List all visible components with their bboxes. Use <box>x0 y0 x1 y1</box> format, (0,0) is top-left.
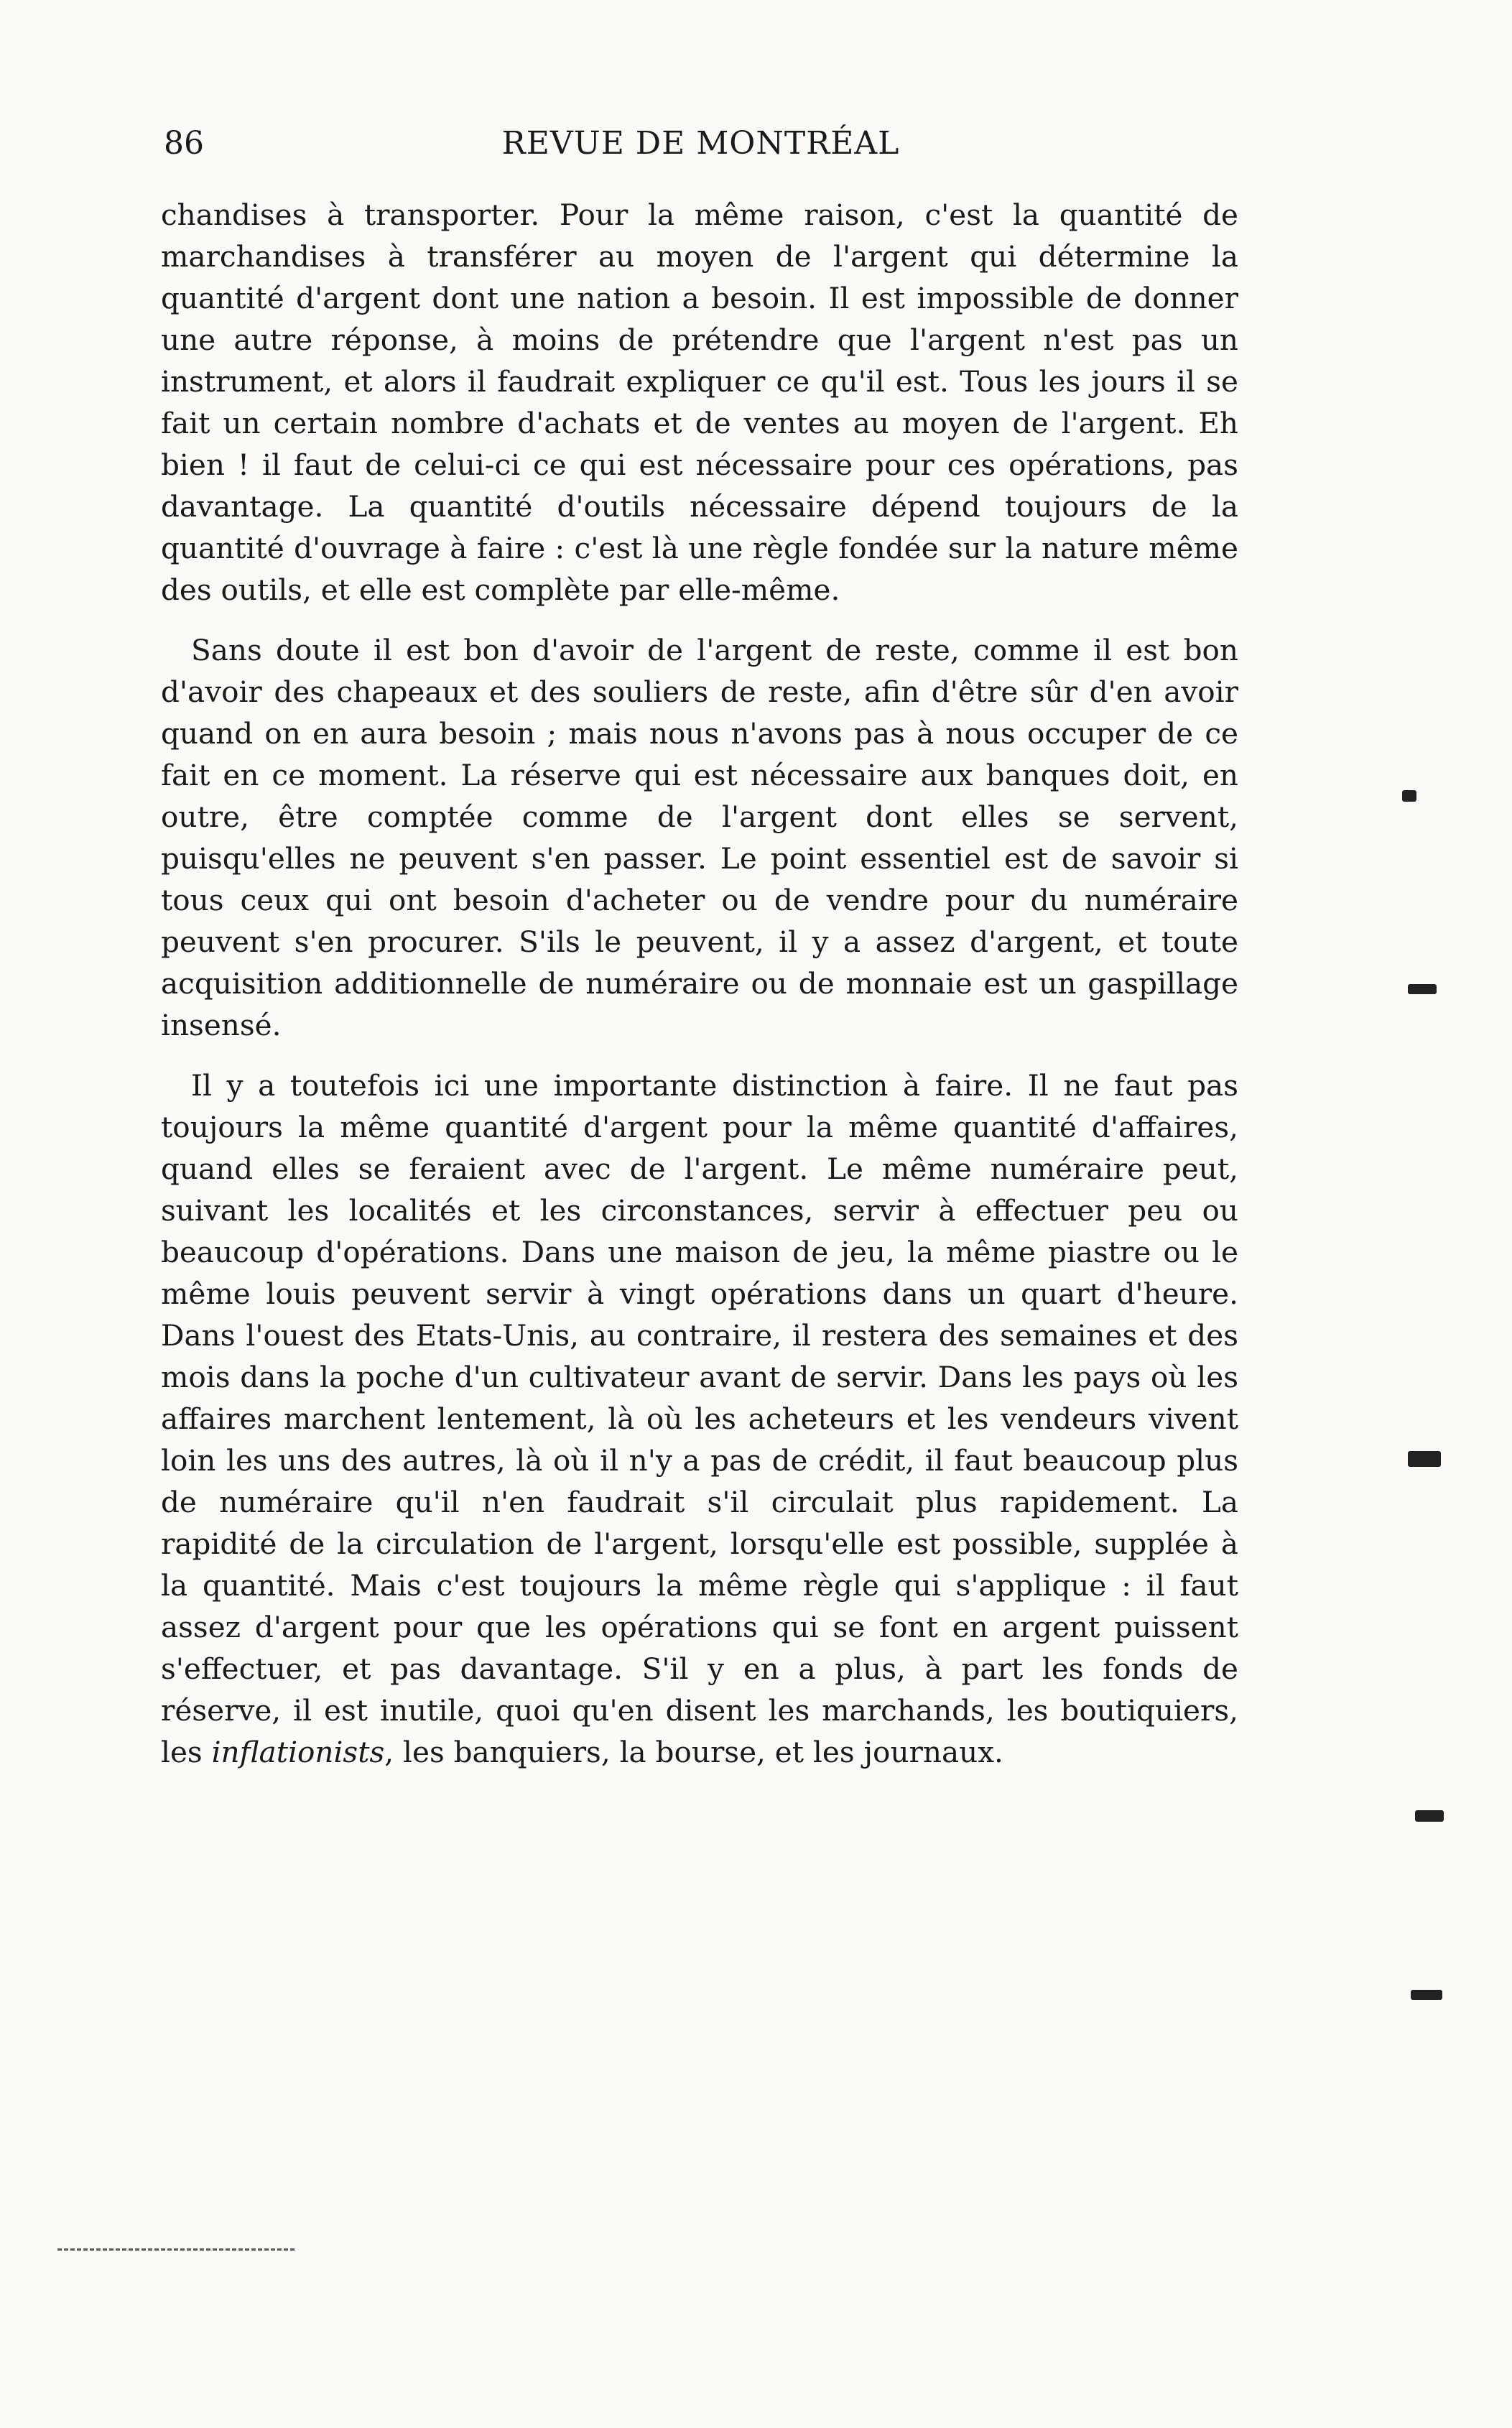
bottom-dashed-rule <box>57 2248 294 2253</box>
running-head: REVUE DE MONTRÉAL <box>501 125 900 162</box>
italic-term: inflationists <box>211 1735 385 1769</box>
bleed-blob-5 <box>1411 1990 1442 2000</box>
body-text <box>161 194 1238 1792</box>
bleed-blob-2 <box>1408 984 1437 994</box>
paragraph-2: Sans doute il est bon d'avoir de l'argent de reste, comme il est bon d'avoir des chapeaux et des souliers de reste, afin d'être sûr d'en avoir quand on en aura besoin ; mais nous n'avons pas à nous occuper de ce fait en ce moment. La réserve qui est nécessaire aux banques doit, en outre, être comptée comme de l'argent dont elles se servent, puisqu'elles ne peuvent s'en passer. Le point essentiel est de savoir si tous ceux qui ont besoin d'acheter ou de vendre pour du numéraire peuvent s'en procurer. S'ils le peuvent, il y a assez d'argent, et toute acquisition additionnelle de numéraire ou de monnaie est un gaspillage insensé. <box>161 633 1238 1042</box>
paragraph-1: chandises à transporter. Pour la même raison, c'est la quantité de marchandises à transférer au moyen de l'argent qui détermine la quantité d'argent dont une nation a besoin. Il est impossible de donner une autre réponse, à moins de prétendre que l'argent n'est pas un instrument, et alors il faudrait expliquer ce qu'il est. Tous les jours il se fait un certain nombre d'achats et de ventes au moyen de l'argent. Eh bien ! il faut de celui-ci ce qui est nécessaire pour ces opérations, pas davantage. La quantité d'outils nécessaire dépend toujours de la quantité d'ouvrage à faire : c'est là une règle fondée sur la nature même des outils, et elle est complète par elle-même. <box>161 198 1238 607</box>
paragraph-3-text-before-italic: Il y a toutefois ici une importante distinction à faire. Il ne faut pas toujours la même quantité d'argent pour la même quantité d'affaires, quand elles se feraient avec de l'argent. Le même numéraire peut, suivant les localités et les circonstances, servir à effectuer peu ou beaucoup d'opérations. Dans une maison de jeu, la même piastre ou le même louis peuvent servir à vingt opérations dans un quart d'heure. Dans l'ouest des Etats-Unis, au contraire, il restera des semaines et des mois dans la poche d'un cultivateur avant de servir. Dans les pays où les affaires marchent lentement, là où les acheteurs et les vendeurs vivent loin les uns des autres, là où il n'y a pas de crédit, il faut beaucoup plus de numéraire qu'il n'en faudrait s'il circulait plus rapidement. La rapidité de la circulation de l'argent, lorsqu'elle est possible, supplée à la quantité. Mais c'est toujours la même règle qui s'applique : il faut assez d'argent pour que les opérations qui se font en argent puissent s'effectuer, et pas davantage. S'il y en a plus, à part les fonds de réserve, il est inutile, quoi qu'en disent les marchands, les boutiquiers, les <box>161 1068 1238 1769</box>
paragraph-3-text-after-italic: , les banquiers, la bourse, et les journaux. <box>384 1735 1003 1769</box>
bleed-blob-4 <box>1415 1810 1444 1822</box>
bleed-blob-1 <box>1402 790 1416 802</box>
paragraph-3 <box>161 1065 1238 1773</box>
margin-bleed-marks <box>1401 460 1487 2256</box>
page-number: 86 <box>164 125 204 162</box>
bleed-blob-3 <box>1408 1451 1441 1467</box>
page-header <box>164 122 1238 172</box>
